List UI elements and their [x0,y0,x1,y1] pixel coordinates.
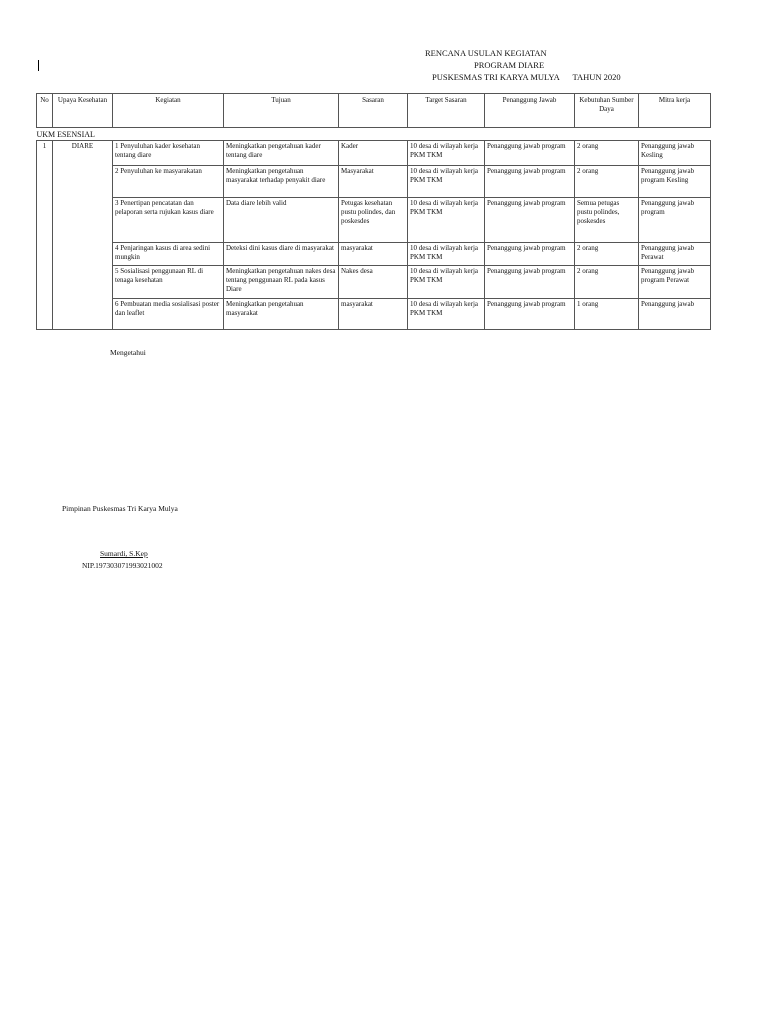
cell-sasaran: Masyarakat [339,166,408,198]
cell-sasaran: masyarakat [339,243,408,266]
cell-penanggung-jawab: Penanggung jawab program [485,243,575,266]
cell-penanggung-jawab: Penanggung jawab program [485,266,575,299]
section-label: UKM ESENSIAL [37,128,711,141]
cell-penanggung-jawab: Penanggung jawab program [485,166,575,198]
cell-tujuan: Meningkatkan pengetahuan masyarakat terhadap penyakit diare [224,166,339,198]
cell-sasaran: Kader [339,141,408,166]
col-header-sasaran: Sasaran [339,94,408,128]
table-row [37,243,711,266]
cell-target: 10 desa di wilayah kerja PKM TKM [408,266,485,299]
table-row [37,299,711,330]
cell-mitra: Penanggung jawab [639,299,711,330]
cell-kegiatan: 1 Penyuluhan kader kesehatan tentang diare [113,141,224,166]
cell-sasaran: Nakes desa [339,266,408,299]
cell-target: 10 desa di wilayah kerja PKM TKM [408,243,485,266]
table-header-row [37,94,711,128]
cell-sasaran: masyarakat [339,299,408,330]
cell-kegiatan: 2 Penyuluhan ke masyarakatan [113,166,224,198]
table-row [37,198,711,243]
col-header-upaya: Upaya Kesehatan [53,94,113,128]
cell-target: 10 desa di wilayah kerja PKM TKM [408,166,485,198]
cell-sumber-daya: 2 orang [575,141,639,166]
cell-mitra: Penanggung jawab Perawat [639,243,711,266]
header-title: RENCANA USULAN KEGIATAN [425,48,547,58]
col-header-penanggung-jawab: Penanggung Jawab [485,94,575,128]
cell-mitra: Penanggung jawab program [639,198,711,243]
cell-penanggung-jawab: Penanggung jawab program [485,299,575,330]
table-row [37,166,711,198]
col-header-mitra: Mitra kerja [639,94,711,128]
mengetahui-label: Mengetahui [110,348,146,357]
cell-tujuan: Meningkatkan pengetahuan masyarakat [224,299,339,330]
cell-penanggung-jawab: Penanggung jawab program [485,141,575,166]
col-header-target: Target Sasaran [408,94,485,128]
signatory-name: Sumardi, S.Kep [100,549,148,558]
cell-penanggung-jawab: Penanggung jawab program [485,198,575,243]
text-cursor [38,60,39,71]
cell-mitra: Penanggung jawab program Perawat [639,266,711,299]
cell-sumber-daya: 2 orang [575,166,639,198]
cell-sasaran: Petugas kesehatan pustu polindes, dan poskesdes [339,198,408,243]
cell-tujuan: Meningkatkan pengetahuan kader tentang diare [224,141,339,166]
cell-target: 10 desa di wilayah kerja PKM TKM [408,141,485,166]
col-header-kegiatan: Kegiatan [113,94,224,128]
cell-tujuan: Deteksi dini kasus diare di masyarakat [224,243,339,266]
section-row [37,128,711,141]
activity-plan-table [36,93,711,330]
header-puskesmas: PUSKESMAS TRI KARYA MULYA [432,72,560,82]
table-row [37,141,711,166]
col-header-no: No [37,94,53,128]
cell-target: 10 desa di wilayah kerja PKM TKM [408,299,485,330]
table-row [37,266,711,299]
signatory-nip: NIP.197303071993021002 [82,561,163,570]
header-puskesmas-line [432,71,621,83]
cell-target: 10 desa di wilayah kerja PKM TKM [408,198,485,243]
signatory-title: Pimpinan Puskesmas Tri Karya Mulya [62,504,178,513]
col-header-sumber-daya: Kebutuhan Sumber Daya [575,94,639,128]
cell-kegiatan: 3 Penertipan pencatatan dan pelaporan serta rujukan kasus diare [113,198,224,243]
header-program: PROGRAM DIARE [474,60,545,70]
cell-mitra: Penanggung jawab program Kesling [639,166,711,198]
header-tahun: TAHUN 2020 [572,72,621,82]
cell-kegiatan: 5 Sosialisasi penggunaan RL di tenaga kesehatan [113,266,224,299]
cell-sumber-daya: 2 orang [575,243,639,266]
cell-sumber-daya: 2 orang [575,266,639,299]
cell-tujuan: Data diare lebih valid [224,198,339,243]
cell-kegiatan: 4 Penjaringan kasus di area sedini mungkin [113,243,224,266]
cell-kegiatan: 6 Pembuatan media sosialisasi poster dan leaflet [113,299,224,330]
cell-tujuan: Meningkatkan pengetahuan nakes desa tentang penggunaan RL pada kasus Diare [224,266,339,299]
cell-sumber-daya: Semua petugas pustu polindes, poskesdes [575,198,639,243]
cell-no: 1 [37,141,53,330]
cell-upaya: DIARE [53,141,113,330]
cell-mitra: Penanggung jawab Kesling [639,141,711,166]
cell-sumber-daya: 1 orang [575,299,639,330]
col-header-tujuan: Tujuan [224,94,339,128]
